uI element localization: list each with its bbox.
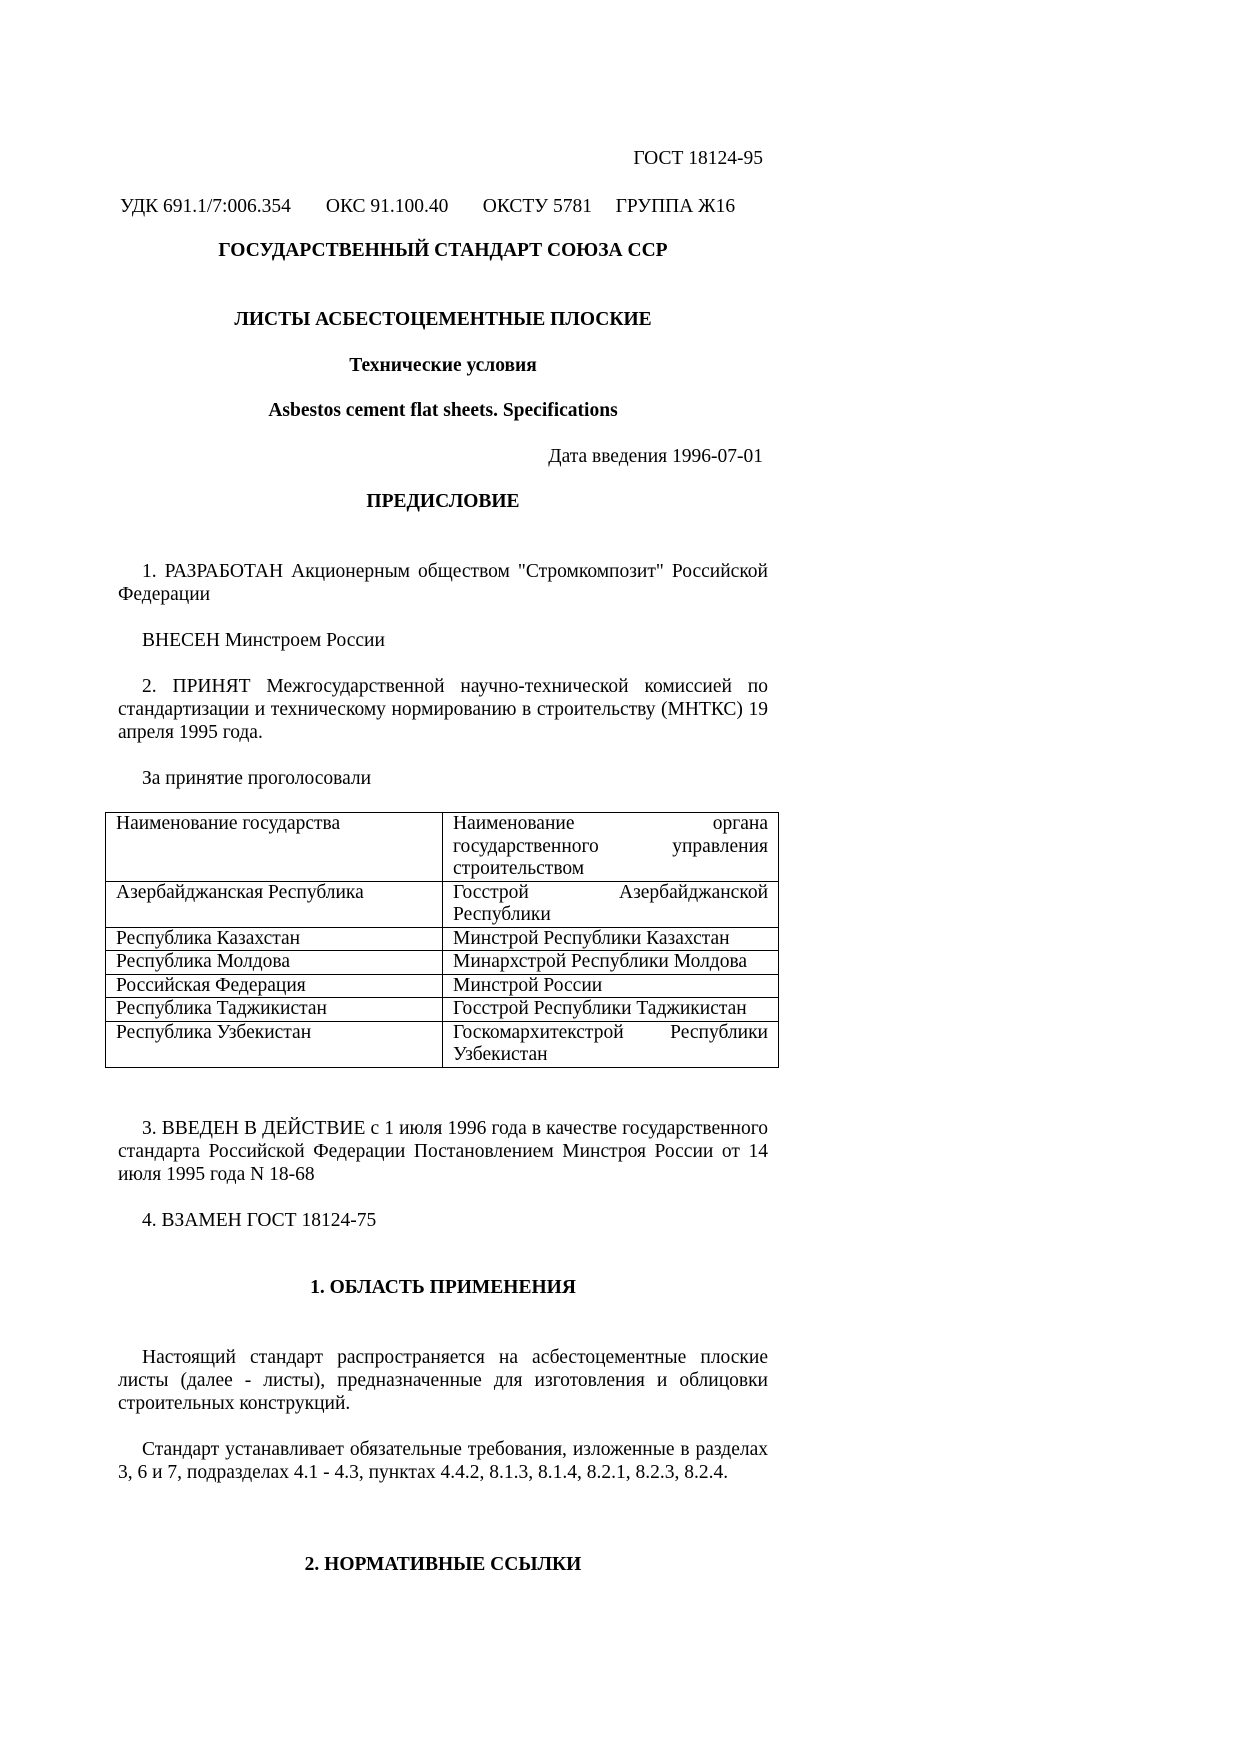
table-row (106, 927, 779, 951)
gost-number: ГОСТ 18124-95 (633, 148, 763, 169)
table-cell-state: Республика Узбекистан (106, 1021, 443, 1067)
table-row (106, 974, 779, 998)
oks-code: ОКС 91.100.40 (325, 196, 449, 217)
table-cell-authority: Минархстрой Республики Молдова (443, 951, 779, 975)
classification-codes (120, 196, 735, 218)
section-2-heading: 2. НОРМАТИВНЫЕ ССЫЛКИ (304, 1554, 582, 1575)
preface-heading: ПРЕДИСЛОВИЕ (366, 491, 520, 512)
table-row (106, 951, 779, 975)
table-row (106, 998, 779, 1022)
document-title-english: Asbestos cement flat sheets. Specifications (268, 400, 618, 421)
okstu-code: ОКСТУ 5781 (482, 196, 592, 217)
preface-paragraph-adopted: 2. ПРИНЯТ Межгосударственной научно-технической комиссией по стандартизации и техническому нормированию в строительству (МНТКС) 19 апреля 1995 года. (118, 676, 768, 743)
preface-paragraph-submitted: ВНЕСЕН Минстроем России (142, 630, 385, 651)
table-cell-state: Республика Молдова (106, 951, 443, 975)
table-cell-authority: Госстрой Азербайджанской Республики (443, 881, 779, 927)
table-header-row (106, 813, 779, 882)
table-cell-state: Республика Таджикистан (106, 998, 443, 1022)
standard-title: ГОСУДАРСТВЕННЫЙ СТАНДАРТ СОЮЗА ССР (218, 240, 668, 261)
introduction-date: Дата введения 1996-07-01 (548, 446, 763, 467)
table-row (106, 881, 779, 927)
document-title: ЛИСТЫ АСБЕСТОЦЕМЕНТНЫЕ ПЛОСКИЕ (234, 309, 652, 330)
group-code: ГРУППА Ж16 (615, 196, 736, 217)
document-subtitle: Технические условия (349, 355, 537, 376)
header-cell-authority: Наименование органа государственного управления строительством (443, 813, 779, 882)
voting-table (105, 812, 779, 1068)
header-cell-state: Наименование государства (106, 813, 443, 882)
table-cell-state: Республика Казахстан (106, 927, 443, 951)
table-cell-authority: Госкомархитекстрой Республики Узбекистан (443, 1021, 779, 1067)
table-cell-state: Российская Федерация (106, 974, 443, 998)
table-cell-state: Азербайджанская Республика (106, 881, 443, 927)
table-cell-authority: Госстрой Республики Таджикистан (443, 998, 779, 1022)
preface-paragraph-enacted: 3. ВВЕДЕН В ДЕЙСТВИЕ с 1 июля 1996 года в качестве государственного стандарта Российской Федерации Постановлением Минстроя России от 14 июля 1995 года N 18-68 (118, 1118, 768, 1185)
table-row (106, 1021, 779, 1067)
udk-code: УДК 691.1/7:006.354 (120, 196, 291, 217)
preface-paragraph-developed: 1. РАЗРАБОТАН Акционерным обществом "Стромкомпозит" Российской Федерации (118, 561, 768, 605)
section-1-paragraph-requirements: Стандарт устанавливает обязательные требования, изложенные в разделах 3, 6 и 7, подразделах 4.1 - 4.3, пунктах 4.4.2, 8.1.3, 8.1.4, 8.2.1, 8.2.3, 8.2.4. (118, 1439, 768, 1483)
section-1-paragraph-scope: Настоящий стандарт распространяется на асбестоцементные плоские листы (далее - листы), предназначенные для изготовления и облицовки строительных конструкций. (118, 1347, 768, 1414)
table-cell-authority: Минстрой России (443, 974, 779, 998)
preface-paragraph-voted: За принятие проголосовали (142, 768, 372, 789)
preface-paragraph-replaces: 4. ВЗАМЕН ГОСТ 18124-75 (142, 1210, 377, 1231)
table-cell-authority: Минстрой Республики Казахстан (443, 927, 779, 951)
section-1-heading: 1. ОБЛАСТЬ ПРИМЕНЕНИЯ (310, 1277, 576, 1298)
